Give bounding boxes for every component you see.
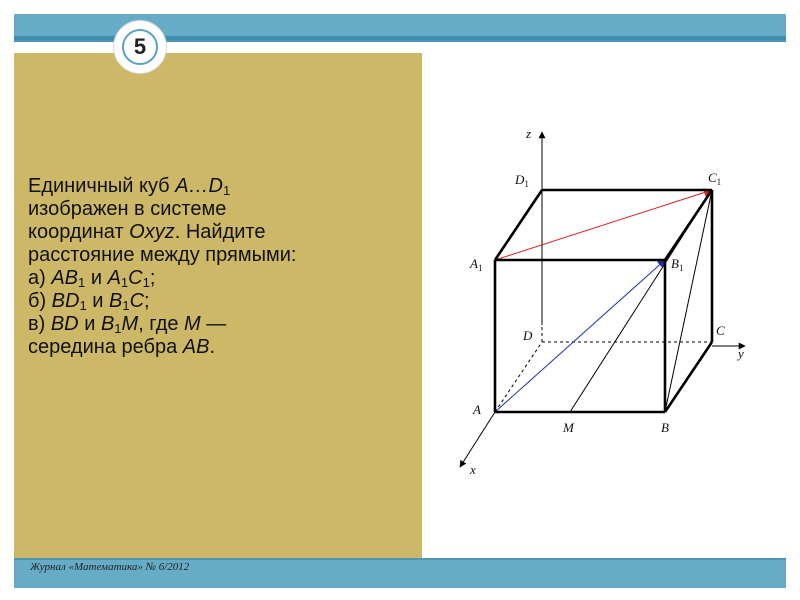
problem-text (28, 175, 408, 359)
problem-part-b: б) $BD_1$ и $B_1C$; (28, 290, 150, 313)
problem-part-a: а) $AB_1$ и $A_1C_1$; (28, 267, 156, 290)
label-x: x (470, 462, 476, 477)
label-a: A (473, 402, 481, 417)
label-m: M (563, 420, 574, 435)
x-axis (460, 412, 495, 467)
edge-a1-d1 (495, 190, 542, 260)
problem-line-2: изображен в системе (28, 198, 227, 220)
cube-diagram (440, 110, 760, 490)
label-c: C (716, 323, 725, 338)
problem-line-last: середина ребра AB. (28, 336, 216, 358)
problem-line-3: координат Oxyz. Найдите (28, 221, 266, 243)
slide-number-badge (114, 21, 166, 73)
label-b1: $B_1$ (671, 256, 684, 273)
edge-a-d (495, 342, 542, 412)
slide-number: 5 (122, 29, 158, 65)
problem-line-1: Единичный куб $A\dots D_1$ (28, 175, 231, 198)
segment-a1-c1 (495, 190, 712, 260)
label-y: y (738, 346, 744, 361)
label-d1: $D_1$ (515, 172, 529, 189)
problem-line-4: расстояние между прямыми: (28, 244, 297, 266)
label-z: z (526, 126, 532, 141)
segment-a-b1 (495, 260, 665, 412)
problem-part-c: в) BD и $B_1M$, где M — (28, 313, 227, 336)
footer-citation: Журнал «Математика» № 6/2012 (30, 561, 190, 573)
label-a1: $A_1$ (470, 256, 483, 273)
label-c1: $C_1$ (708, 170, 722, 187)
label-b: B (661, 420, 669, 435)
label-d: D (523, 328, 533, 343)
